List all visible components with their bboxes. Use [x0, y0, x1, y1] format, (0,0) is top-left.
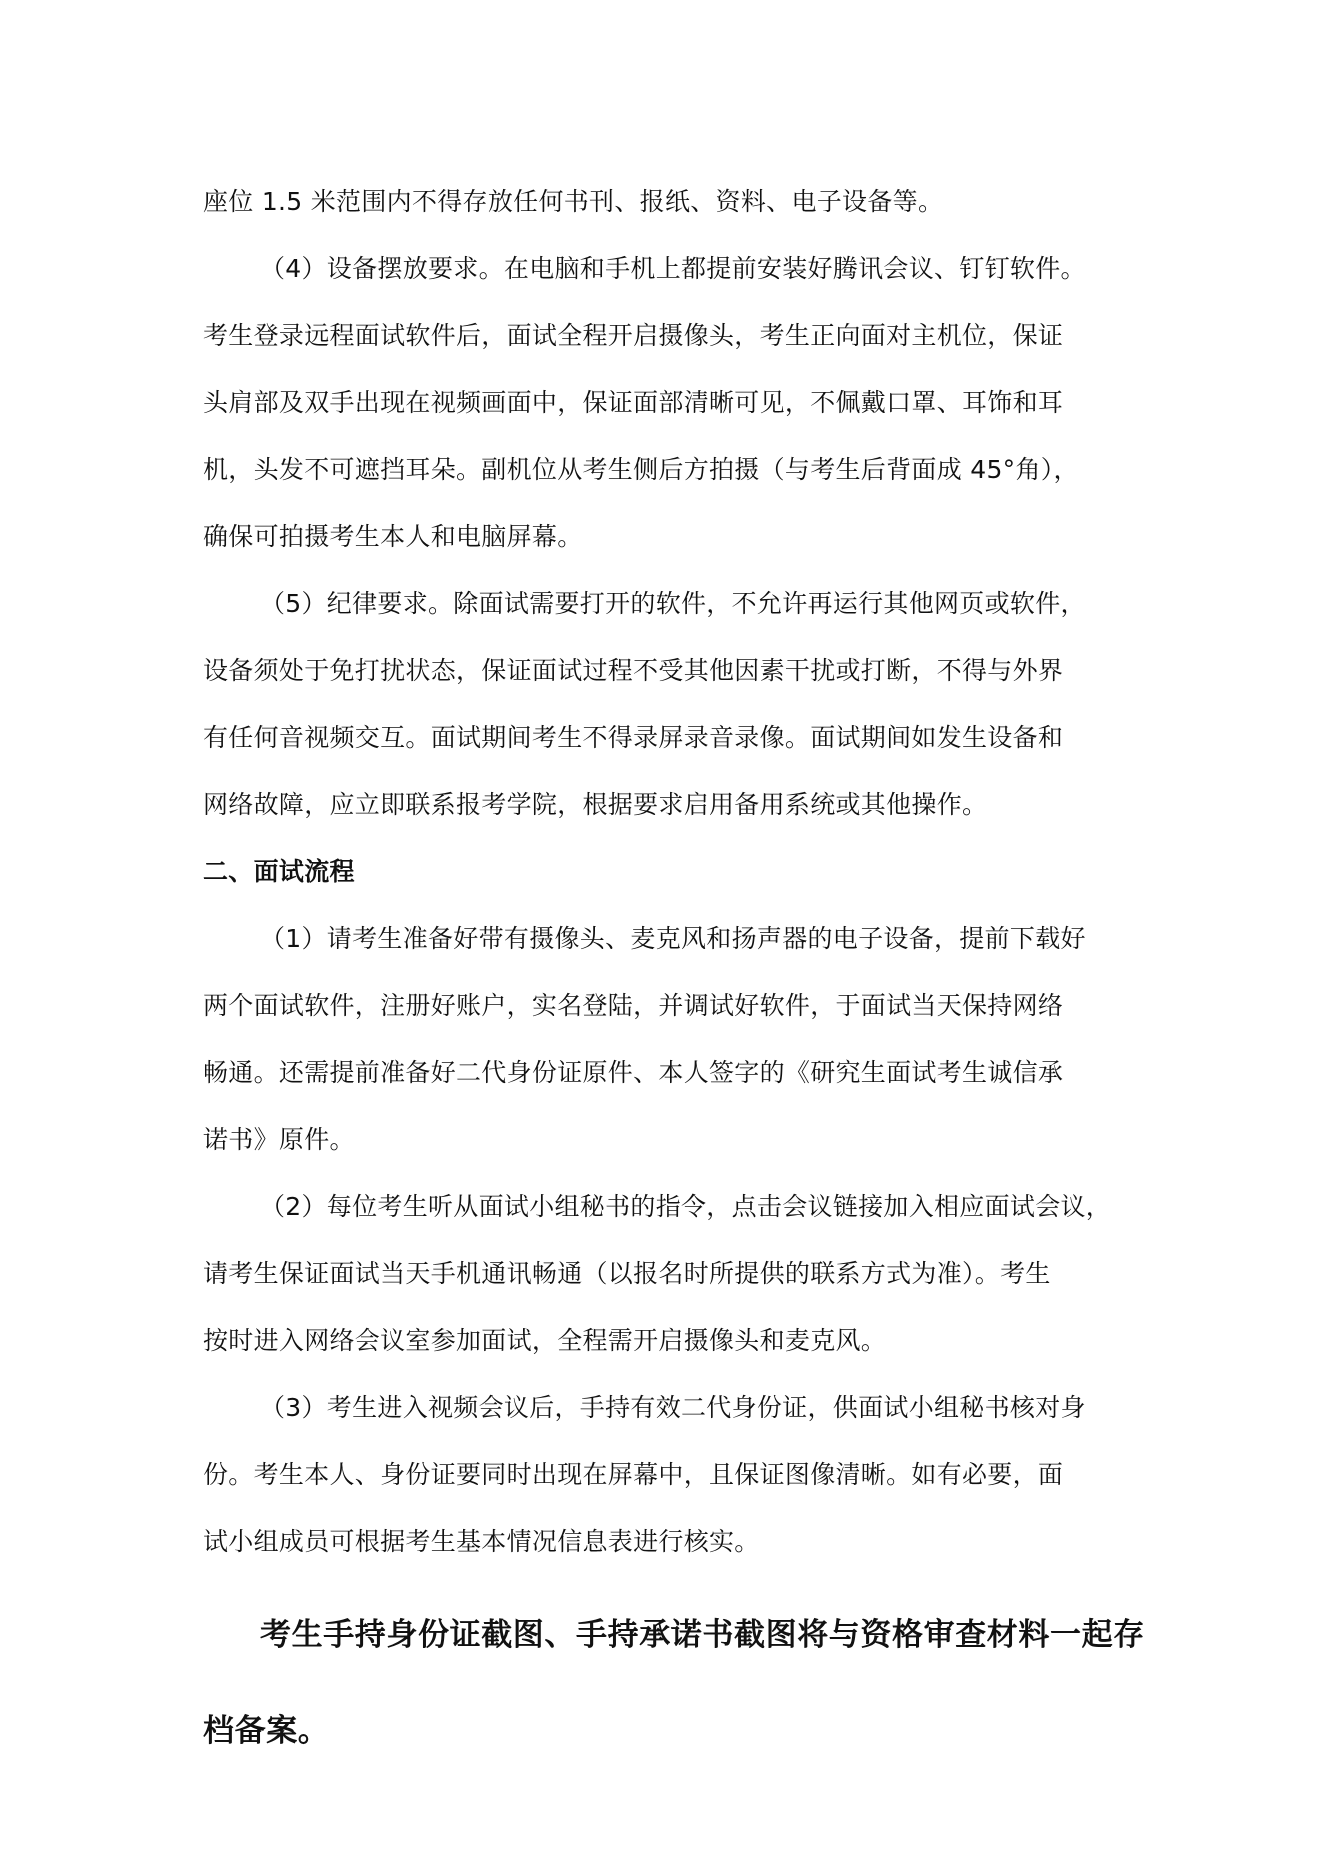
spacer — [203, 1575, 1133, 1587]
paragraph-line: 试小组成员可根据考生基本情况信息表进行核实。 — [203, 1527, 760, 1556]
emphasis-line: 档备案。 — [203, 1713, 330, 1749]
paragraph-line: 设备须处于免打扰状态，保证面试过程不受其他因素干扰或打断，不得与外界 — [203, 656, 1064, 685]
paragraph-line: 畅通。还需提前准备好二代身份证原件、本人签字的《研究生面试考生诚信承 — [203, 1058, 1064, 1087]
paragraph-line: 两个面试软件，注册好账户，实名登陆，并调试好软件，于面试当天保持网络 — [203, 991, 1064, 1020]
paragraph-line: 机，头发不可遮挡耳朵。副机位从考生侧后方拍摄（与考生后背面成 45°角）， — [203, 455, 1079, 484]
paragraph-line: 按时进入网络会议室参加面试，全程需开启摄像头和麦克风。 — [203, 1326, 887, 1355]
section-heading: 二、面试流程 — [203, 857, 355, 886]
paragraph-line: （5）纪律要求。除面试需要打开的软件，不允许再运行其他网页或软件， — [260, 589, 1086, 618]
paragraph-line: （2）每位考生听从面试小组秘书的指令，点击会议链接加入相应面试会议， — [260, 1192, 1112, 1221]
paragraph-line: （1）请考生准备好带有摄像头、麦克风和扬声器的电子设备，提前下载好 — [260, 924, 1086, 953]
paragraph-line: 请考生保证面试当天手机通讯畅通（以报名时所提供的联系方式为准）。考生 — [203, 1259, 1051, 1288]
document-body — [203, 168, 1145, 1779]
paragraph-line: 网络故障，应立即联系报考学院，根据要求启用备用系统或其他操作。 — [203, 790, 988, 819]
paragraph-line: 座位 1.5 米范围内不得存放任何书刊、报纸、资料、电子设备等。 — [203, 187, 944, 216]
paragraph-line: 头肩部及双手出现在视频画面中，保证面部清晰可见，不佩戴口罩、耳饰和耳 — [203, 388, 1064, 417]
paragraph-line: 份。考生本人、身份证要同时出现在屏幕中，且保证图像清晰。如有必要，面 — [203, 1460, 1064, 1489]
emphasis-line: 考生手持身份证截图、手持承诺书截图将与资格审查材料一起存 — [260, 1617, 1145, 1653]
paragraph-line: 确保可拍摄考生本人和电脑屏幕。 — [203, 522, 583, 551]
paragraph-line: （4）设备摆放要求。在电脑和手机上都提前安装好腾讯会议、钉钉软件。 — [260, 254, 1086, 283]
paragraph-line: 有任何音视频交互。面试期间考生不得录屏录音录像。面试期间如发生设备和 — [203, 723, 1064, 752]
paragraph-line: （3）考生进入视频会议后，手持有效二代身份证，供面试小组秘书核对身 — [260, 1393, 1086, 1422]
paragraph-line: 考生登录远程面试软件后，面试全程开启摄像头，考生正向面对主机位，保证 — [203, 321, 1064, 350]
paragraph-line: 诺书》原件。 — [203, 1125, 355, 1154]
